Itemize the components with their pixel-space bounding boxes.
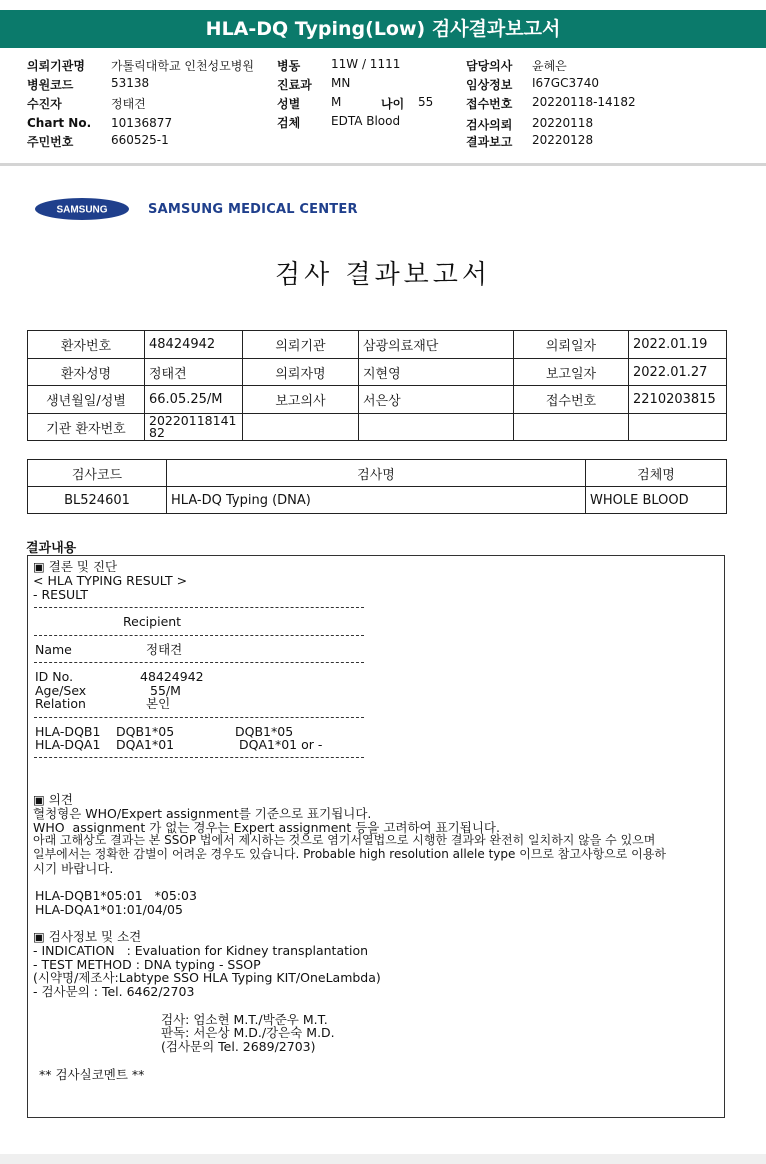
result-value: DQA1*01 [116,737,175,752]
document-title: 검사 결과보고서 [274,260,492,290]
result-value: DQA1*01 or - [239,737,323,752]
opinion-line: 혈청형은 WHO/Expert assignment를 기준으로 표기됩니다. [33,806,372,821]
cell-value: 서은상 [359,386,514,414]
header-label: 검체 [277,116,301,130]
header-label: 수진자 [27,97,62,111]
cell-label: 보고일자 [514,359,629,386]
result-line: < HLA TYPING RESULT > [33,573,188,588]
header-value: 10136877 [111,116,173,130]
cell-label: 의뢰기관 [243,331,359,359]
header-value: 20220118-14182 [532,95,636,109]
result-value: DQB1*05 [235,724,294,739]
specimen-name: WHOLE BLOOD [586,487,727,514]
table-row [28,386,727,414]
cell-value: 2022.01.19 [629,331,727,359]
result-label: HLA-DQA1 [35,737,101,752]
recipient-heading: Recipient [123,614,182,629]
cell-label: 보고의사 [243,386,359,414]
cell-value: 66.05.25/M [145,386,243,414]
table-row [28,414,727,441]
header-label-age: 나이 [381,97,405,111]
header-value: 20220128 [532,133,594,147]
header-label: 검사의뢰 [466,118,513,132]
result-value: 정태견 [146,642,183,657]
cell-label: 환자성명 [28,359,145,386]
result-value: 본인 [146,696,171,711]
header-value: 윤혜은 [532,59,567,73]
table-row [28,487,727,514]
result-label: Relation [35,696,86,711]
cell-empty [359,414,514,441]
cell-value: 20220118141 82 [145,414,243,441]
cell-empty [629,414,727,441]
hires-result: HLA-DQA1*01:01/04/05 [35,902,183,917]
info-line: - TEST METHOD : DNA typing - SSOP [33,957,261,972]
dashed-divider [34,607,364,608]
opinion-line: 아래 고해상도 결과는 본 SSOP 법에서 제시하는 것으로 염기서열법으로 시행한 결과와 완전히 일치하지 않을 수 있으며 [33,833,656,847]
report-title-bar [0,10,766,48]
header-value: EDTA Blood [331,114,401,128]
cell-value: 48424942 [145,331,243,359]
test-code: BL524601 [28,487,167,514]
signature-line: 검사: 엄소현 M.T./박준우 M.T. [161,1012,328,1027]
dashed-divider [34,717,364,718]
opinion-line: 시기 바랍니다. [33,861,114,876]
header-value: 정태견 [111,97,146,111]
header-value: 660525-1 [111,133,169,147]
col-header: 검사코드 [28,460,167,487]
header-value: I67GC3740 [532,76,600,90]
table-row [28,331,727,359]
medical-center-name: SAMSUNG MEDICAL CENTER [148,202,358,217]
section-heading: ▣ 결론 및 진단 [33,559,118,574]
header-label: 진료과 [277,78,312,92]
signature-line: (검사문의 Tel. 2689/2703) [161,1039,316,1054]
cell-label: 환자번호 [28,331,145,359]
header-label: 의뢰기관명 [27,59,85,73]
result-label: Name [35,642,72,657]
header-label: 주민번호 [27,135,74,149]
cell-value: 2022.01.27 [629,359,727,386]
result-value: DQB1*05 [116,724,175,739]
result-line: - RESULT [33,587,89,602]
header-label: 병원코드 [27,78,74,92]
table-header-row [28,460,727,487]
header-label: 담당의사 [466,59,513,73]
header-label: 병동 [277,59,301,73]
results-box [27,555,725,1118]
cell-value: 삼광의료재단 [359,331,514,359]
cell-label: 생년월일/성별 [28,386,145,414]
section-heading: ▣ 의견 [33,792,73,807]
cell-label: 의뢰일자 [514,331,629,359]
cell-value: 2210203815 [629,386,727,414]
col-header: 검사명 [167,460,586,487]
samsung-logo [34,197,130,221]
header-label: 임상정보 [466,78,513,92]
cell-value: 지현영 [359,359,514,386]
info-line: (시약명/제조사:Labtype SSO HLA Typing KIT/OneLambda) [33,970,381,985]
header-value: 53138 [111,76,150,90]
table-row [28,359,727,386]
header-value: 20220118 [532,116,594,130]
test-name: HLA-DQ Typing (DNA) [167,487,586,514]
section-heading: ▣ 검사정보 및 소견 [33,929,142,944]
cell-label: 의뢰자명 [243,359,359,386]
header-divider [0,163,766,166]
opinion-line: 일부에서는 정확한 감별이 어려운 경우도 있습니다. Probable high resolution allele type 이므로 참고사항으로 이용하 [33,847,666,861]
cell-label: 접수번호 [514,386,629,414]
footer-bar [0,1154,766,1164]
signature-line: 판독: 서은상 M.D./강은숙 M.D. [161,1025,335,1040]
dashed-divider [34,635,364,636]
result-value: 55/M [150,683,181,698]
test-info-table [27,459,727,514]
patient-info-table [27,330,727,441]
info-line: - 검사문의 : Tel. 6462/2703 [33,984,195,999]
report-title: HLA-DQ Typing(Low) 검사결과보고서 [205,18,561,40]
header-info [0,52,766,162]
header-label: 접수번호 [466,97,513,111]
col-header: 검체명 [586,460,727,487]
info-line: - INDICATION : Evaluation for Kidney transplantation [33,943,369,958]
result-label: HLA-DQB1 [35,724,101,739]
header-label: 성별 [277,97,301,111]
lab-comment: ** 검사실코멘트 ** [39,1067,145,1082]
cell-label: 기관 환자번호 [28,414,145,441]
opinion-line: WHO assignment 가 없는 경우는 Expert assignment 등을 고려하여 표기됩니다. [33,820,500,835]
cell-value: 정태견 [145,359,243,386]
header-value: MN [331,76,351,90]
samsung-logo-text: SAMSUNG [56,204,108,216]
dashed-divider [34,757,364,758]
dashed-divider [34,662,364,663]
result-label: Age/Sex [35,683,87,698]
result-label: ID No. [35,669,74,684]
header-label: Chart No. [27,116,92,130]
results-section-title: 결과내용 [26,541,77,556]
cell-empty [514,414,629,441]
header-value: 11W / 1111 [331,57,401,71]
cell-empty [243,414,359,441]
header-value-age: 55 [418,95,434,109]
header-value: M [331,95,342,109]
header-value: 가톨릭대학교 인천성모병원 [111,59,254,73]
result-value: 48424942 [140,669,204,684]
header-label: 결과보고 [466,135,513,149]
hires-result: HLA-DQB1*05:01 *05:03 [35,888,197,903]
